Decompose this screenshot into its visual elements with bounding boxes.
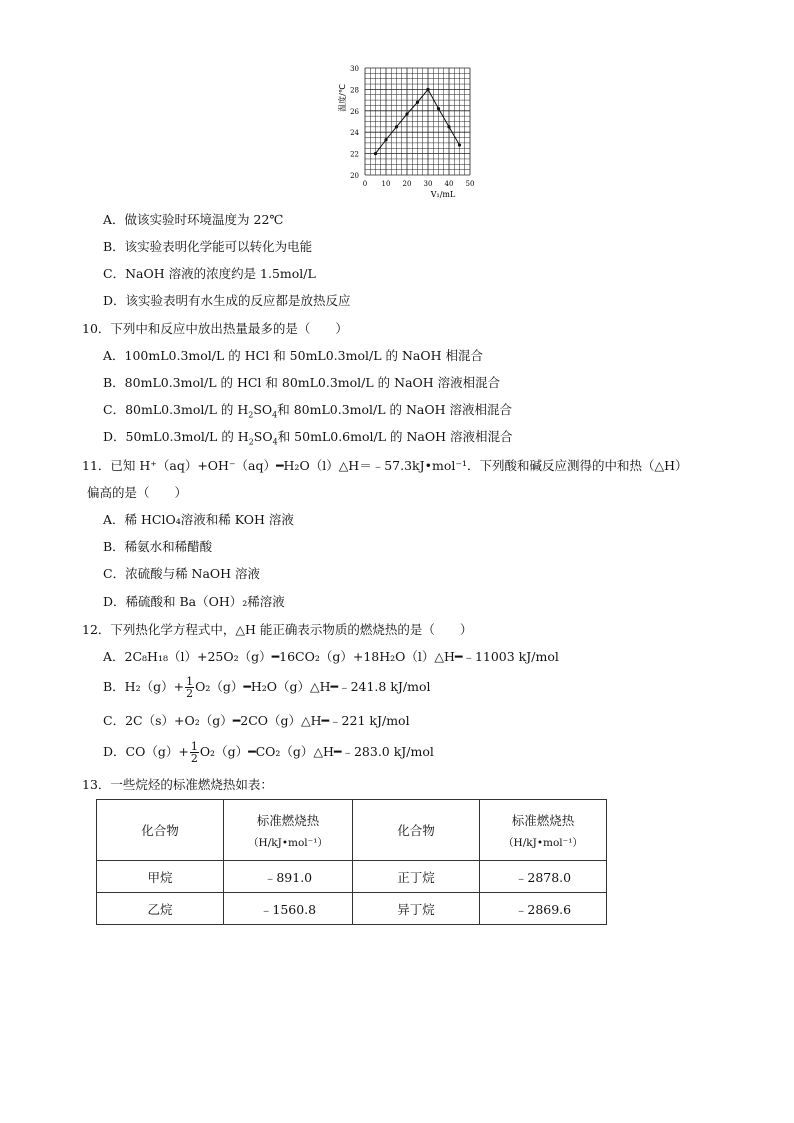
- q10-stem: 10．下列中和反应中放出热量最多的是（ ）: [82, 321, 348, 336]
- data-point: [405, 112, 408, 115]
- y-tick-label: 20: [350, 172, 359, 180]
- fraction-half: $\frac{1}{2}$: [190, 740, 198, 765]
- q9-option-b: B．该实验表明化学能可以转化为电能: [103, 239, 313, 254]
- y-tick-label: 22: [350, 150, 359, 159]
- chart-grid: [365, 68, 470, 175]
- q11-option-a: A．稀 HClO₄溶液和稀 KOH 溶液: [103, 512, 294, 527]
- y-tick-label: 28: [350, 86, 359, 95]
- header-compound-2: 化合物: [353, 800, 480, 861]
- table-row: 乙烷 ﹣1560.8 异丁烷 ﹣2869.6: [97, 893, 607, 925]
- table-header-row: [97, 800, 607, 861]
- y-axis-label: 温度/℃: [338, 84, 347, 112]
- q12-option-b: B．H₂（g）+ $\frac{1}{2}$ O₂（g）━H₂O（g）△H━﹣241.8 kJ/mol: [103, 675, 431, 700]
- data-point: [447, 125, 450, 128]
- q9-option-d: D．该实验表明有水生成的反应都是放热反应: [103, 293, 351, 308]
- q12-option-c: C．2C（s）+O₂（g）━2CO（g）△H━﹣221 kJ/mol: [103, 713, 410, 728]
- x-tick-label: 0: [362, 180, 368, 188]
- combustion-heat-table: [96, 799, 607, 925]
- x-tick-label: 50: [465, 180, 475, 188]
- q11-option-d: D．稀硫酸和 Ba（OH）₂稀溶液: [103, 594, 285, 609]
- q10-option-c: C．80mL0.3mol/L 的 $H_2SO_4$和 80mL0.3mol/L 的 NaOH 溶液相混合: [103, 402, 513, 420]
- q9-option-c: C．NaOH 溶液的浓度约是 1.5mol/L: [103, 266, 316, 281]
- q10-option-d: D．50mL0.3mol/L 的 $H_2SO_4$和 50mL0.6mol/L 的 NaOH 溶液相混合: [103, 429, 513, 447]
- header-heat: 标准燃烧热 （H/kJ•mol⁻¹）: [224, 800, 353, 861]
- table-row: 甲烷 ﹣891.0 正丁烷 ﹣2878.0: [97, 861, 607, 893]
- x-tick-label: 20: [402, 180, 412, 188]
- data-point: [374, 152, 377, 155]
- data-point: [395, 125, 398, 128]
- x-tick-label: 30: [423, 180, 433, 188]
- q10-option-a: A．100mL0.3mol/L 的 HCl 和 50mL0.3mol/L 的 NaOH 相混合: [103, 348, 483, 363]
- data-point: [458, 143, 461, 146]
- q9-option-a: A．做该实验时环境温度为 22℃: [103, 212, 284, 227]
- q12-stem: 12．下列热化学方程式中，△H 能正确表示物质的燃烧热的是（ ）: [82, 622, 473, 637]
- y-tick-label: 30: [350, 65, 359, 73]
- data-point: [426, 88, 429, 91]
- temperature-volume-chart: [335, 60, 485, 200]
- q12-option-a: A．2C₈H₁₈（l）+25O₂（g）━16CO₂（g）+18H₂O（l）△H━﹣11003 kJ/mol: [103, 649, 559, 664]
- q10-option-b: B．80mL0.3mol/L 的 HCl 和 80mL0.3mol/L 的 NaOH 溶液相混合: [103, 375, 501, 390]
- header-compound: 化合物: [97, 800, 224, 861]
- header-heat-2: 标准燃烧热 （H/kJ•mol⁻¹）: [480, 800, 607, 861]
- x-tick-label: 40: [444, 180, 454, 188]
- q11-stem-line1: 11．已知 H⁺（aq）+OH⁻（aq）━H₂O（l）△H＝﹣57.3kJ•mol⁻¹．下列酸和碱反应测得的中和热（△H）: [82, 458, 688, 473]
- fraction-half: $\frac{1}{2}$: [186, 675, 194, 700]
- data-point: [437, 107, 440, 110]
- q11-option-c: C．浓硫酸与稀 NaOH 溶液: [103, 566, 261, 581]
- x-tick-label: 10: [381, 180, 391, 188]
- x-tick-labels: [363, 180, 475, 188]
- q11-option-b: B．稀氨水和稀醋酸: [103, 539, 213, 554]
- q12-option-d: D．CO（g）+ $\frac{1}{2}$ O₂（g）━CO₂（g）△H━﹣283.0 kJ/mol: [103, 740, 434, 765]
- q11-stem-line2: 偏高的是（ ）: [87, 485, 188, 500]
- y-tick-label: 26: [350, 107, 359, 116]
- y-tick-labels: [350, 65, 359, 180]
- q13-stem: 13．一些烷烃的标准燃烧热如表：: [82, 777, 273, 792]
- data-point: [416, 101, 419, 104]
- data-point: [384, 138, 387, 141]
- x-axis-label: V₁/mL: [430, 190, 456, 199]
- y-tick-label: 24: [350, 129, 359, 138]
